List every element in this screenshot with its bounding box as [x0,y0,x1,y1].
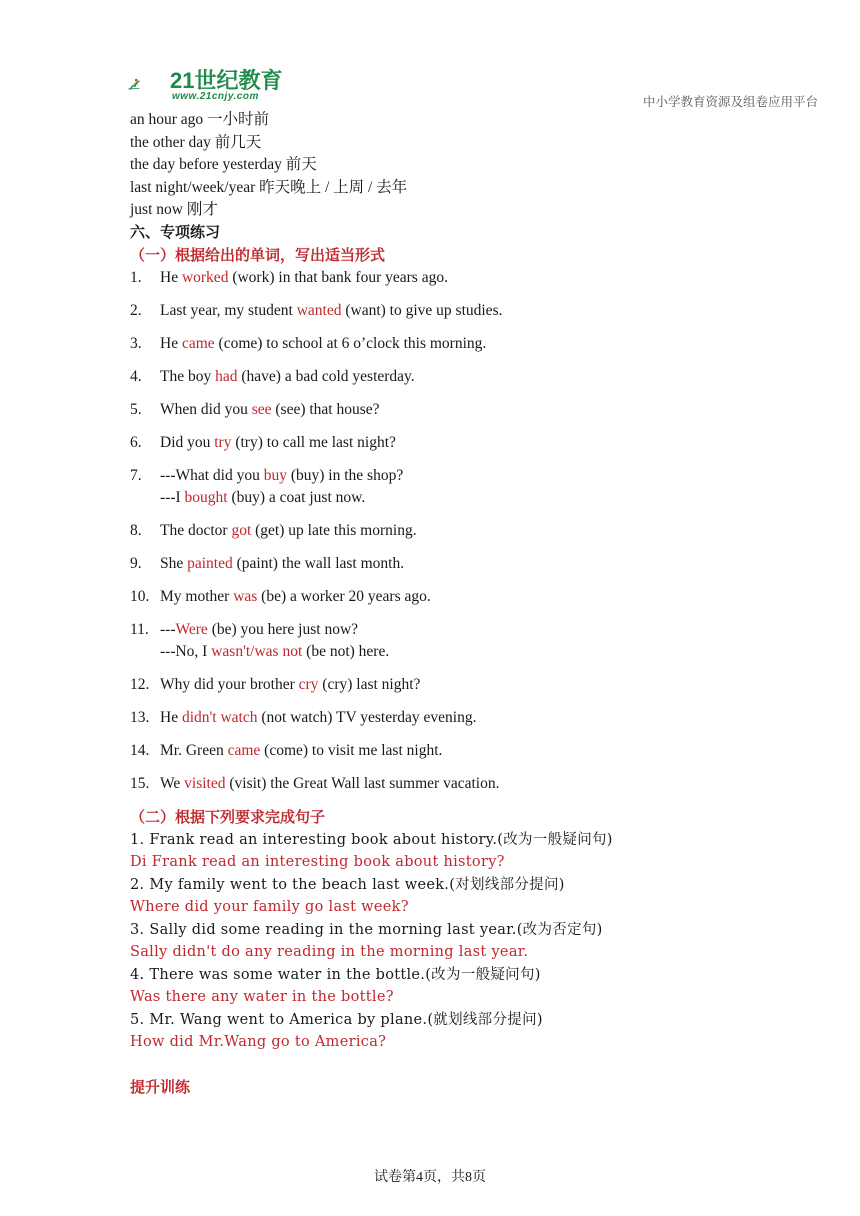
answer: wasn't/was not [211,643,303,660]
logo-runner-icon [128,62,172,106]
answer-text: How did Mr.Wang go to America? [130,1034,387,1050]
logo-url: www.21cnjy.com [172,91,259,102]
logo-text: 21世纪教育 [170,68,283,93]
page-header [0,0,860,110]
answer-text: Where did your family go last week? [130,899,409,915]
answer: visited [184,775,226,792]
phrase-line: the other day 前几天 [130,134,262,151]
phrase-line: an hour ago 一小时前 [130,111,270,128]
question-text: 2. My family went to the beach last week.(对划线部分提问) [130,877,565,893]
question-text: 4. There was some water in the bottle.(改为一般疑问句) [130,967,541,983]
exercise-item: 8. The doctor got (get) up late this morning. [130,522,417,539]
answer-text: Di Frank read an interesting book about history? [130,854,505,870]
answer: came [181,335,215,352]
answer: wanted [296,302,342,319]
part2-title: （二）根据下列要求完成句子 [130,808,326,826]
answer: see [251,401,272,418]
exercise-item: 10. My mother was (be) a worker 20 years ago. [130,588,431,605]
answer: Were [175,621,208,638]
answer: painted [187,555,233,572]
section-title: 六、专项练习 [130,223,221,241]
answer: had [215,368,238,385]
answer: got [231,522,252,539]
exercise-item: 14. Mr. Green came (come) to visit me last night. [130,742,443,759]
exercise-item: 13. He didn't watch (not watch) TV yesterday evening. [130,709,477,726]
answer: didn't watch [181,709,258,726]
exercise-item: 5. When did you see (see) that house? [130,401,380,418]
improve-title: 提升训练 [130,1078,191,1096]
exercise-item: 7. ---What did you buy (buy) in the shop? [130,467,404,484]
phrase-line: just now 刚才 [130,201,218,218]
answer: try [214,434,232,451]
answer: buy [263,467,287,484]
answer: bought [184,489,228,506]
exercise-item: 12. Why did your brother cry (cry) last night? [130,676,421,693]
exercise-item: ---No, I wasn't/was not (be not) here. [160,643,390,660]
question-text: 1. Frank read an interesting book about history.(改为一般疑问句) [130,832,613,848]
exercise-item: ---I bought (buy) a coat just now. [160,489,366,506]
answer: cry [298,676,319,693]
answer: worked [181,269,229,286]
part1-title: （一）根据给出的单词，写出适当形式 [130,246,386,264]
exercise-item: 6. Did you try (try) to call me last night? [130,434,396,451]
exercise-item: 4. The boy had (have) a bad cold yesterday. [130,368,415,385]
answer-text: Sally didn't do any reading in the morning last year. [130,944,529,960]
exercise-item: 3. He came (come) to school at 6 o’clock this morning. [130,335,487,352]
page-footer: 试卷第4页，共8页 [374,1170,486,1185]
exercise-item: 15. We visited (visit) the Great Wall last summer vacation. [130,775,500,792]
question-text: 5. Mr. Wang went to America by plane.(就划线部分提问) [130,1012,543,1028]
phrase-line: last night/week/year 昨天晚上 / 上周 / 去年 [130,179,408,196]
exercise-item: 2. Last year, my student wanted (want) to give up studies. [130,302,503,319]
exercise-item: 1. He worked (work) in that bank four years ago. [130,269,448,286]
answer-text: Was there any water in the bottle? [130,989,394,1005]
answer: came [227,742,261,759]
exercise-item: 11. ---Were (be) you here just now? [130,621,359,638]
question-text: 3. Sally did some reading in the morning last year.(改为否定句) [130,922,603,938]
answer: was [233,588,258,605]
exercise-item: 9. She painted (paint) the wall last month. [130,555,405,572]
phrase-line: the day before yesterday 前天 [130,156,317,173]
platform-label: 中小学教育资源及组卷应用平台 [642,94,818,109]
